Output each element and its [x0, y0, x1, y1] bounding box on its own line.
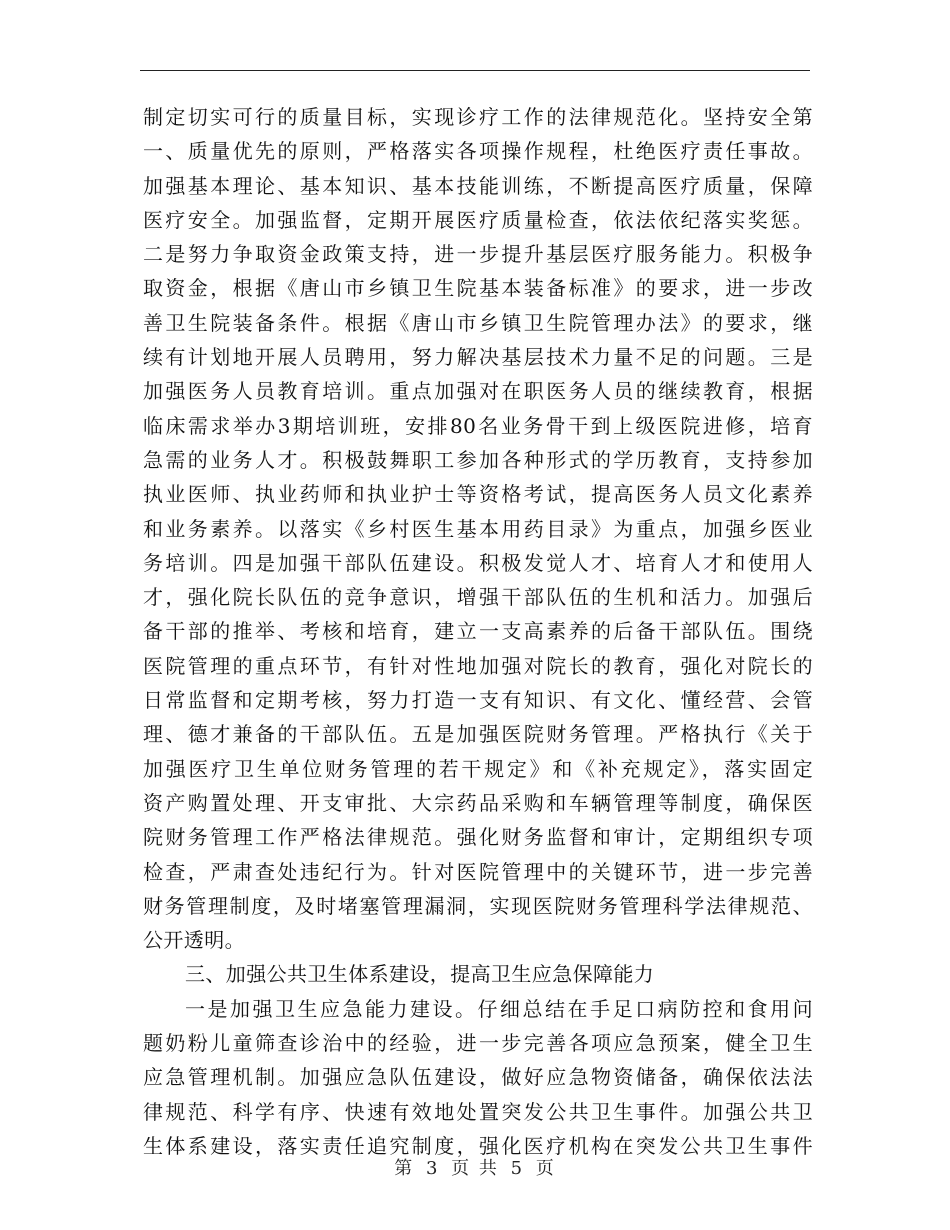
text-line: 律规范、科学有序、快速有效地处置突发公共卫生事件。加强公共卫: [143, 1099, 813, 1124]
text-line: 理、德才兼备的干部队伍。五是加强医院财务管理。严格执行《关于: [143, 722, 813, 747]
text-line: 公开透明。: [143, 928, 245, 953]
text-line: 制定切实可行的质量目标，实现诊疗工作的法律规范化。坚持安全第: [143, 105, 813, 129]
text-line: 备干部的推举、考核和培育，建立一支高素养的后备干部队伍。围绕: [143, 619, 813, 644]
text-line: 题奶粉儿童筛查诊治中的经验，进一步完善各项应急预案，健全卫生: [143, 1031, 813, 1056]
footer-middle: 页 共: [451, 1158, 499, 1179]
text-line: 才，强化院长队伍的竞争意识，增强干部队伍的生机和活力。加强后: [143, 585, 813, 610]
text-line: 医疗安全。加强监督，定期开展医疗质量检查，依法依纪落实奖惩。: [143, 207, 813, 232]
text-line: 加强医疗卫生单位财务管理的若干规定》和《补充规定》，落实固定: [143, 756, 813, 781]
text-line: 医院管理的重点环节，有针对性地加强对院长的教育，强化对院长的: [143, 653, 813, 678]
footer-total-pages: 5: [510, 1158, 525, 1179]
text-line: 和业务素养。以落实《乡村医生基本用药目录》为重点，加强乡医业: [143, 516, 813, 541]
text-line: 续有计划地开展人员聘用，努力解决基层技术力量不足的问题。三是: [143, 345, 813, 370]
page-footer: [0, 1154, 950, 1180]
text-line: 院财务管理工作严格法律规范。强化财务监督和审计，定期组织专项: [143, 825, 813, 850]
text-line: 应急管理机制。加强应急队伍建设，做好应急物资储备，确保依法法: [143, 1065, 813, 1090]
header-rule: [140, 70, 810, 71]
text-line: 急需的业务人才。积极鼓舞职工参加各种形式的学历教育，支持参加: [143, 447, 813, 472]
text-line: 二是努力争取资金政策支持，进一步提升基层医疗服务能力。积极争: [143, 242, 813, 267]
text-line: 加强基本理论、基本知识、基本技能训练，不断提高医疗质量，保障: [143, 173, 813, 198]
text-line: 资产购置处理、开支审批、大宗药品采购和车辆管理等制度，确保医: [143, 790, 813, 815]
text-line: 生体系建设，落实责任追究制度，强化医疗机构在突发公共卫生事件: [143, 1133, 813, 1158]
footer-suffix: 页: [535, 1158, 556, 1179]
section-heading: 三、加强公共卫生体系建设，提高卫生应急保障能力: [185, 962, 655, 987]
text-line: 一、质量优先的原则，严格落实各项操作规程，杜绝医疗责任事故。: [143, 139, 813, 164]
footer-prefix: 第: [394, 1158, 415, 1179]
text-line: 加强医务人员教育培训。重点加强对在职医务人员的继续教育，根据: [143, 379, 813, 404]
text-line: 取资金，根据《唐山市乡镇卫生院基本装备标准》的要求，进一步改: [143, 276, 813, 301]
text-line: 财务管理制度，及时堵塞管理漏洞，实现医院财务管理科学法律规范、: [143, 893, 813, 918]
text-line: 日常监督和定期考核，努力打造一支有知识、有文化、懂经营、会管: [143, 688, 813, 713]
text-line: 务培训。四是加强干部队伍建设。积极发觉人才、培育人才和使用人: [143, 550, 813, 575]
footer-page-number: 3: [425, 1158, 440, 1179]
document-body: [143, 100, 813, 1163]
text-line: 善卫生院装备条件。根据《唐山市乡镇卫生院管理办法》的要求，继: [143, 310, 813, 335]
text-line: 检查，严肃查处违纪行为。针对医院管理中的关键环节，进一步完善: [143, 859, 813, 884]
text-line: 执业医师、执业药师和执业护士等资格考试，提高医务人员文化素养: [143, 482, 813, 507]
text-line: 一是加强卫生应急能力建设。仔细总结在手足口病防控和食用问: [185, 996, 813, 1021]
text-line: 临床需求举办3期培训班，安排80名业务骨干到上级医院进修，培育: [143, 413, 813, 438]
